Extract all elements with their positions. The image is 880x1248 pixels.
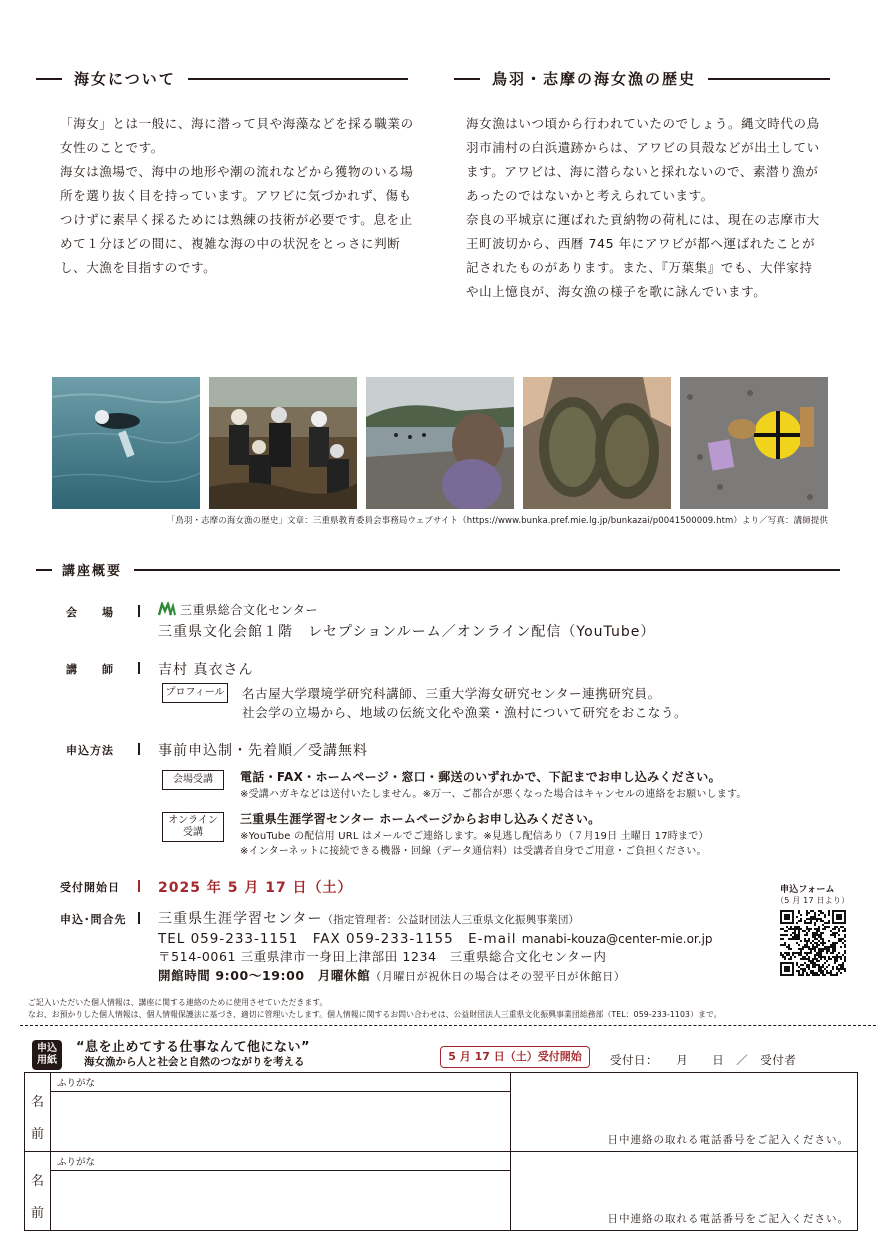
lecturer-name: 吉村 真衣さん [158,662,254,678]
privacy-line-2: なお、お預かりした個人情報は、個人情報保護法に基づき、適切に管理いたします。個人情報に関するお問い合わせは、公益財団法人三重県文化振興事業団総務部（TEL：059-233-1103）まで。 [28,1010,722,1019]
profile-line-1: 名古屋大学環境学研究科講師、三重大学海女研究センター連携研究員。 [242,686,661,701]
photo-shore-woman [366,377,514,509]
venue-detail: 三重県文化会館１階 レセプションルーム／オンライン配信（YouTube） [158,624,656,640]
photo-gear [680,377,828,509]
online-note-1: ※YouTube の配信用 URL はメールでご連絡します。※見逃し配信あり（７月19日 土曜日 17時まで） [240,831,709,842]
name-char-3: 名 [30,1174,44,1189]
profile-line-2: 社会学の立場から、地域の伝統文化や漁業・漁村について研究をおこなう。 [242,705,688,720]
application-form [24,1072,858,1231]
badge-line-2: 用紙 [37,1055,57,1066]
phone-hint-1: 日中連絡の取れる電話番号をご記入ください。 [607,1134,849,1146]
contact-phone-fax [158,927,713,947]
furigana-label-1: ふりがな [57,1078,96,1089]
application-badge [32,1040,62,1070]
profile-tag: プロフィール [162,683,228,703]
contact-email[interactable]: manabi-kouza@center-mie.or.jp [521,932,713,946]
furigana-row-1[interactable] [51,1073,510,1092]
qr-label-1: 申込フォーム [780,885,835,895]
name-label-cell-2 [25,1152,51,1231]
phone-hint-2: 日中連絡の取れる電話番号をご記入ください。 [607,1213,849,1225]
online-apply-text: 三重県生涯学習センター ホームページからお申し込みください。 [240,812,601,826]
phone-field-2[interactable] [511,1152,858,1231]
venue-attendance-tag: 会場受講 [162,770,224,790]
history-heading: 鳥羽・志摩の海女漁の歴史 [454,68,830,89]
venue-separator [138,605,140,617]
form-subtitle: 海女漁から人と社会と自然のつながりを考える [84,1056,305,1068]
badge-line-1: 申込 [37,1043,57,1054]
online-note-2: ※インターネットに接続できる機器・回線（データ通信料）は受講者自身でご用意・ご負担ください。 [240,846,707,857]
photo-divers-shore [209,377,357,509]
apply-label: 申込方法 [66,744,114,757]
form-start-badge: 5 月 17 日（土）受付開始 [440,1046,590,1068]
center-logo-icon [158,601,176,615]
apply-method: 事前申込制・先着順／受講無料 [158,743,368,759]
furigana-label-2: ふりがな [57,1157,96,1168]
photo-abalone [523,377,671,509]
contact-separator [138,912,140,924]
privacy-line-1: ご記入いただいた個人情報は、講座に関する連絡のために使用させていただきます。 [28,998,328,1007]
name-field-2[interactable] [51,1152,511,1231]
name-field-1[interactable] [51,1073,511,1152]
online-tag-line-2: 受講 [183,827,203,838]
online-tag-line-1: オンライン [168,815,218,826]
cut-line [20,1025,876,1026]
qr-label-2: （5 月 17 日より） [776,896,850,905]
photo-credit: 「鳥羽・志摩の海女漁の歴史」文章：三重県教育委員会事務局ウェブサイト（https://www.bunka.pref.mie.lg.jp/bunkazai/p0041500009.htm）より／写真：講師提供 [166,516,828,526]
start-label: 受付開始日 [60,881,120,894]
outline-heading: 講座概要 [36,560,840,579]
furigana-row-2[interactable] [51,1152,510,1171]
about-heading: 海女について [36,68,408,89]
lecturer-label: 講 師 [66,663,114,676]
start-date: 2025 年 5 月 17 日（土） [158,880,353,896]
about-text [60,112,414,280]
start-separator [138,880,140,892]
name-char-1: 名 [30,1095,44,1110]
hours-note: （月曜日が祝休日の場合はその翌平日が休館日） [370,970,626,983]
form-title: “息を止めてする仕事なんて他にない” [76,1040,311,1055]
history-paragraph-1: 海女漁はいつ頃から行われていたのでしょう。縄文時代の鳥羽市浦村の白浜遺跡からは、アワビの貝殻などが出土しています。アワビは、海に潜らないと採れないので、素潜り漁があったのではないかと考えられています。 [466,116,820,203]
contact-label: 申込･問合先 [60,913,127,926]
contact-org-name: 三重県生涯学習センター [158,911,323,927]
venue-apply-note: ※受講ハガキなどは送付いたしません。※万一、ご都合が悪くなった場合はキャンセルの連絡をお願いします。 [240,789,747,800]
photo-diver [52,377,200,509]
online-attendance-tag [162,812,224,842]
about-paragraph-2: 海女は漁場で、海中の地形や潮の流れなどから獲物のいる場所を選り抜く目を持っています。アワビに気づかれず、傷もつけずに素早く採るためには熟練の技術が必要です。息を止めて１分ほどの間に、複雑な海の中の状況をとっさに判断し、大漁を目指すのです。 [60,164,414,275]
received-fields: 受付日： 月 日 ／ 受付者 [610,1053,797,1067]
phone-field-1[interactable] [511,1073,858,1152]
opening-hours [158,966,625,984]
about-paragraph-1: 「海女」とは一般に、海に潜って貝や海藻などを採る職業の女性のことです。 [60,116,414,155]
contact-organization [158,908,579,928]
apply-separator [138,743,140,755]
history-paragraph-2: 奈良の平城京に運ばれた貢納物の荷札には、現在の志摩市大王町波切から、西暦 745 年にアワビが都へ運ばれたことが記されたものがあります。また、『万葉集』でも、大伴家持や山上憶良が、海女漁の様子を歌に詠んでいます。 [466,212,820,299]
venue-apply-text: 電話・FAX・ホームページ・窓口・郵送のいずれかで、下記までお申し込みください。 [240,770,721,784]
history-text [466,112,822,304]
hours-main: 開館時間 9:00～19:00 月曜休館 [158,968,371,983]
lecturer-separator [138,662,140,674]
venue-label: 会 場 [66,606,114,619]
name-char-4: 前 [30,1206,44,1221]
name-label-cell-1 [25,1073,51,1152]
name-char-2: 前 [30,1127,44,1142]
contact-address: 〒514-0061 三重県津市一身田上津部田 1234 三重県総合文化センター内 [158,949,607,964]
contact-org-note: （指定管理者：公益財団法人三重県文化振興事業団） [322,914,580,926]
qr-code-icon[interactable] [780,910,846,976]
venue-organization: 三重県総合文化センター [180,603,319,617]
contact-tel-fax: TEL 059-233-1151 FAX 059-233-1155 E-mail [158,931,517,947]
